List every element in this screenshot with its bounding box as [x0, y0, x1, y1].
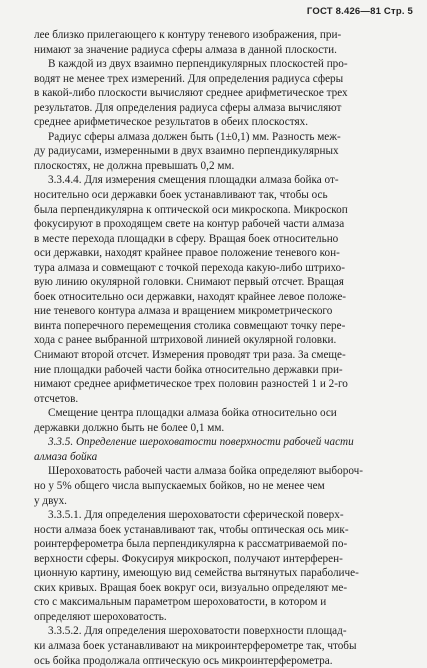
- text-line: нимают за значение радиуса сферы алмаза в данной плоскости.: [34, 43, 337, 56]
- text-line: ось бойка продолжала оптическую ось микроинтерферометра.: [34, 654, 333, 667]
- text-line: ности алмаза боек устанавливают так, чтобы оптическая ось мик-: [34, 523, 349, 536]
- text-line: боек относительно оси державки, находят крайнее левое положе-: [34, 290, 347, 303]
- text-line: Смещение центра площадки алмаза бойка относительно оси: [48, 407, 337, 420]
- text-line: державки должно быть не более 0,1 мм.: [34, 421, 225, 434]
- text-line: среднее арифметическое результатов в обеих плоскостях.: [34, 116, 309, 129]
- text-line: в месте перехода площадки в сферу. Вращая боек относительно: [34, 232, 339, 245]
- text-line: фокусируют в проходящем свете на контур рабочей части алмаза: [34, 218, 345, 231]
- text-line: 3.3.5.2. Для определения шероховатости поверхности площад-: [48, 625, 347, 638]
- text-line: отсчетов.: [34, 392, 79, 405]
- text-line: сто с максимальным параметром шероховатости, в котором и: [34, 596, 327, 609]
- text-line: Снимают второй отсчет. Измерения проводят три раза. За смеще-: [34, 349, 346, 362]
- text-line: результатов. Для определения радиуса сферы алмаза вычисляют: [34, 101, 342, 114]
- text-line: роинтерферометра была перпендикулярна к рассматриваемой по-: [34, 538, 348, 551]
- page-header: ГОСТ 8.426—81 Стр. 5: [306, 6, 413, 17]
- text-line: ки алмаза боек устанавливают на микроинтерферометре так, чтобы: [34, 639, 357, 652]
- text-line: ние площадки рабочей части бойка относительно державки при-: [34, 363, 343, 376]
- text-line: ционную картину, имеющую вид семейства вытянутых параболиче-: [34, 567, 359, 580]
- text-line: носительно оси державки боек устанавливают так, чтобы ось: [34, 189, 328, 202]
- text-line: алмаза бойка: [34, 450, 98, 463]
- text-line: 3.3.4.4. Для измерения смещения площадки алмаза бойка от-: [48, 174, 339, 187]
- text-line: плоскостях, не должна превышать 0,2 мм.: [34, 159, 235, 172]
- text-line: Радиус сферы алмаза должен быть (1±0,1) мм. Разность меж-: [48, 130, 341, 143]
- text-line: вую линию окулярной головки. Снимают первый отсчет. Вращая: [34, 276, 344, 289]
- text-line: 3.3.5.1. Для определения шероховатости сферической поверх-: [48, 509, 344, 522]
- text-line: хода с ранее выбранной штриховой линией окулярной головки.: [34, 334, 337, 347]
- text-line: верхности сферы. Фокусируя микроскоп, получают интерферен-: [34, 552, 343, 565]
- text-line: у двух.: [34, 494, 67, 507]
- text-line: тура алмаза и совмещают с точкой перехода какую-либо штрихо-: [34, 261, 345, 274]
- text-line: в какой-либо плоскости вычисляют среднее арифметическое трех: [34, 87, 348, 100]
- text-line: В каждой из двух взаимно перпендикулярных плоскостей про-: [48, 58, 348, 71]
- text-line: винта поперечного перемещения столика совмещают точку пере-: [34, 319, 346, 332]
- text-line: определяют шероховатость.: [34, 610, 167, 623]
- text-line: была перпендикулярна к оптической оси микроскопа. Микроскоп: [34, 203, 348, 216]
- text-line: Шероховатость рабочей части алмаза бойка определяют выбороч-: [48, 465, 363, 478]
- text-line: лее близко прилегающего к контуру теневого изображения, при-: [34, 29, 342, 41]
- text-line: но у 5% общего числа выпускаемых бойков, но не менее чем: [34, 479, 325, 492]
- body-text: [34, 28, 401, 668]
- text-line: нимают среднее арифметическое трех половин разностей 1 и 2-го: [34, 378, 348, 391]
- text-line: водят не менее трех измерений. Для определения радиуса сферы: [34, 72, 344, 85]
- text-line: ских кривых. Вращая боек вокруг оси, визуально определяют ме-: [34, 581, 348, 594]
- text-line: ду радиусами, измеренными в двух взаимно перпендикулярных: [34, 145, 339, 158]
- text-line: оси державки, находят крайнее правое положение теневого кон-: [34, 247, 340, 260]
- text-line: ние теневого контура алмаза и вращением микрометрического: [34, 305, 333, 318]
- text-line: 3.3.5. Определение шероховатости поверхности рабочей части: [48, 436, 354, 449]
